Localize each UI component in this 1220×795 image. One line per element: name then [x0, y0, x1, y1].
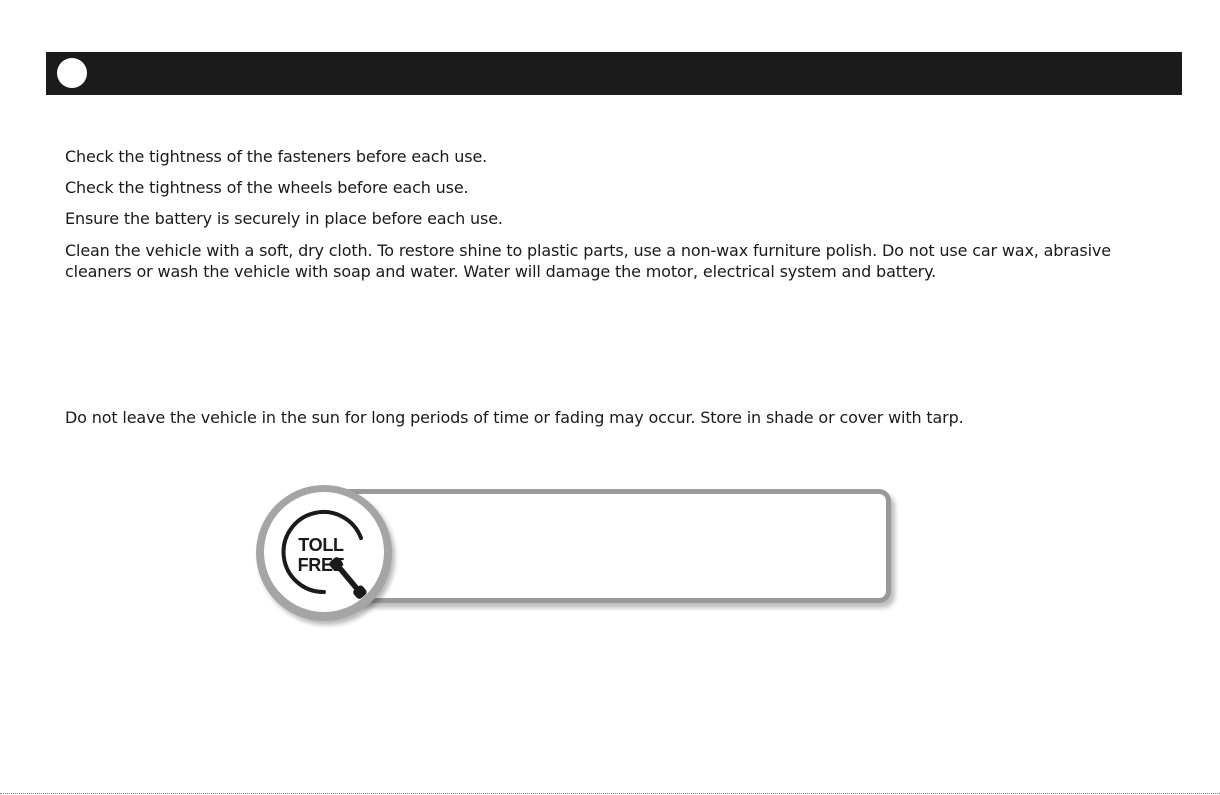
storage-line: Do not leave the vehicle in the sun for long periods of time or fading may occur. Store in shade or cover with tarp. — [65, 408, 964, 427]
toll-free-badge-inner — [264, 492, 384, 612]
maintenance-line-cleaning: Clean the vehicle with a soft, dry cloth. To restore shine to plastic parts, use a non-wax furniture polish. Do not use car wax, abrasive cleaners or wash the vehicle with soap and water. Water will damage the motor, electrical system and battery. — [65, 241, 1111, 281]
toll-free-label-line1: TOLL — [298, 535, 344, 555]
maintenance-line-wheels: Check the tightness of the wheels before each use. — [65, 178, 469, 197]
maintenance-line-battery: Ensure the battery is securely in place before each use. — [65, 209, 503, 228]
bottom-dotted-rule — [0, 793, 1220, 794]
section-number-circle — [57, 58, 87, 88]
maintenance-line-fasteners: Check the tightness of the fasteners before each use. — [65, 147, 488, 166]
toll-free-label-line2: FREE — [297, 555, 345, 575]
toll-free-label — [264, 535, 384, 575]
toll-free-badge — [256, 485, 392, 621]
section-header-bar — [46, 52, 1182, 95]
toll-free-info-box — [335, 489, 891, 603]
